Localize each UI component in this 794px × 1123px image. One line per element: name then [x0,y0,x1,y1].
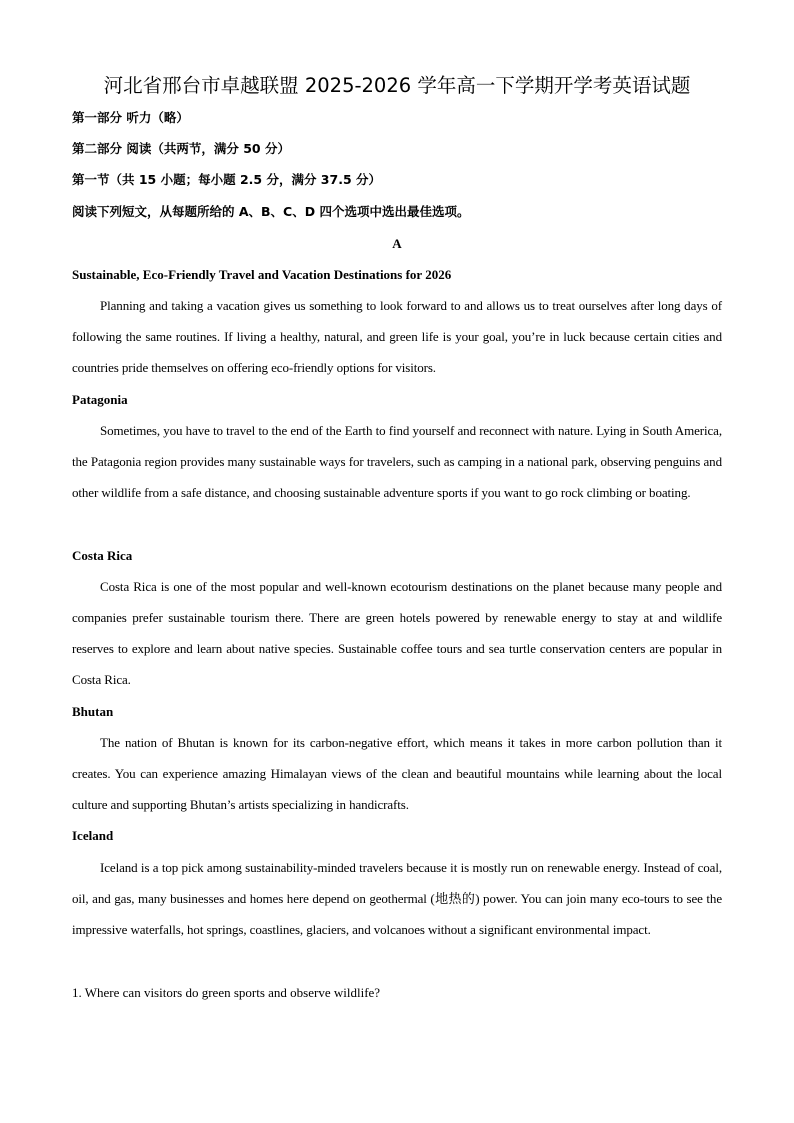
destination-text-iceland: Iceland is a top pick among sustainability-minded travelers because it is mostly run on renewable energy. Instead of coal, oil, and gas, many businesses and homes here depend on geothermal (地热的) power. You can join many eco-tours to see the impressive waterfalls, hot springs, coastlines, glaciers, and volcanoes without a significant environmental impact. [72,860,722,937]
destination-heading-patagonia: Patagonia [72,392,128,407]
passage-letter: A [392,236,402,251]
part-one-heading: 第一部分 听力（略） [72,110,189,125]
destination-heading-costa-rica: Costa Rica [72,548,133,563]
question-one: 1. Where can visitors do green sports and observe wildlife? [72,985,381,1000]
destination-text-patagonia: Sometimes, you have to travel to the end of the Earth to find yourself and reconnect with nature. Lying in South America, the Patagonia region provides many sustainable ways for travelers, such as camping in a national park, observing penguins and other wildlife from a safe distance, and choosing sustainable adventure sports if you want to go rock climbing or boating. [72,423,722,500]
part-two-heading: 第二部分 阅读（共两节，满分 50 分） [72,141,290,156]
exam-title: 河北省邢台市卓越联盟 2025-2026 学年高一下学期开学考英语试题 [103,74,691,97]
destination-text-bhutan: The nation of Bhutan is known for its carbon-negative effort, which means it takes in more carbon pollution than it creates. You can experience amazing Himalayan views of the clean and beautiful mountains while learning about the local culture and supporting Bhutan’s artists specializing in handicrafts. [72,735,722,812]
passage-title: Sustainable, Eco-Friendly Travel and Vacation Destinations for 2026 [72,267,452,282]
destination-heading-iceland: Iceland [72,828,114,843]
destination-text-costa-rica: Costa Rica is one of the most popular and well-known ecotourism destinations on the planet because many people and companies prefer sustainable tourism there. There are green hotels powered by renewable energy to stay at and wildlife reserves to explore and learn about native species. Sustainable coffee tours and sea turtle conservation centers are popular in Costa Rica. [72,579,722,687]
destination-heading-bhutan: Bhutan [72,704,114,719]
instruction-text: 阅读下列短文，从每题所给的 A、B、C、D 四个选项中选出最佳选项。 [72,204,470,219]
intro-paragraph: Planning and taking a vacation gives us something to look forward to and allows us to treat ourselves after long days of following the same routines. If living a healthy, natural, and green life is your goal, you’re in luck because certain cities and countries pride themselves on offering eco-friendly options for visitors. [72,298,722,375]
section-one-heading: 第一节（共 15 小题；每小题 2.5 分，满分 37.5 分） [72,172,381,187]
